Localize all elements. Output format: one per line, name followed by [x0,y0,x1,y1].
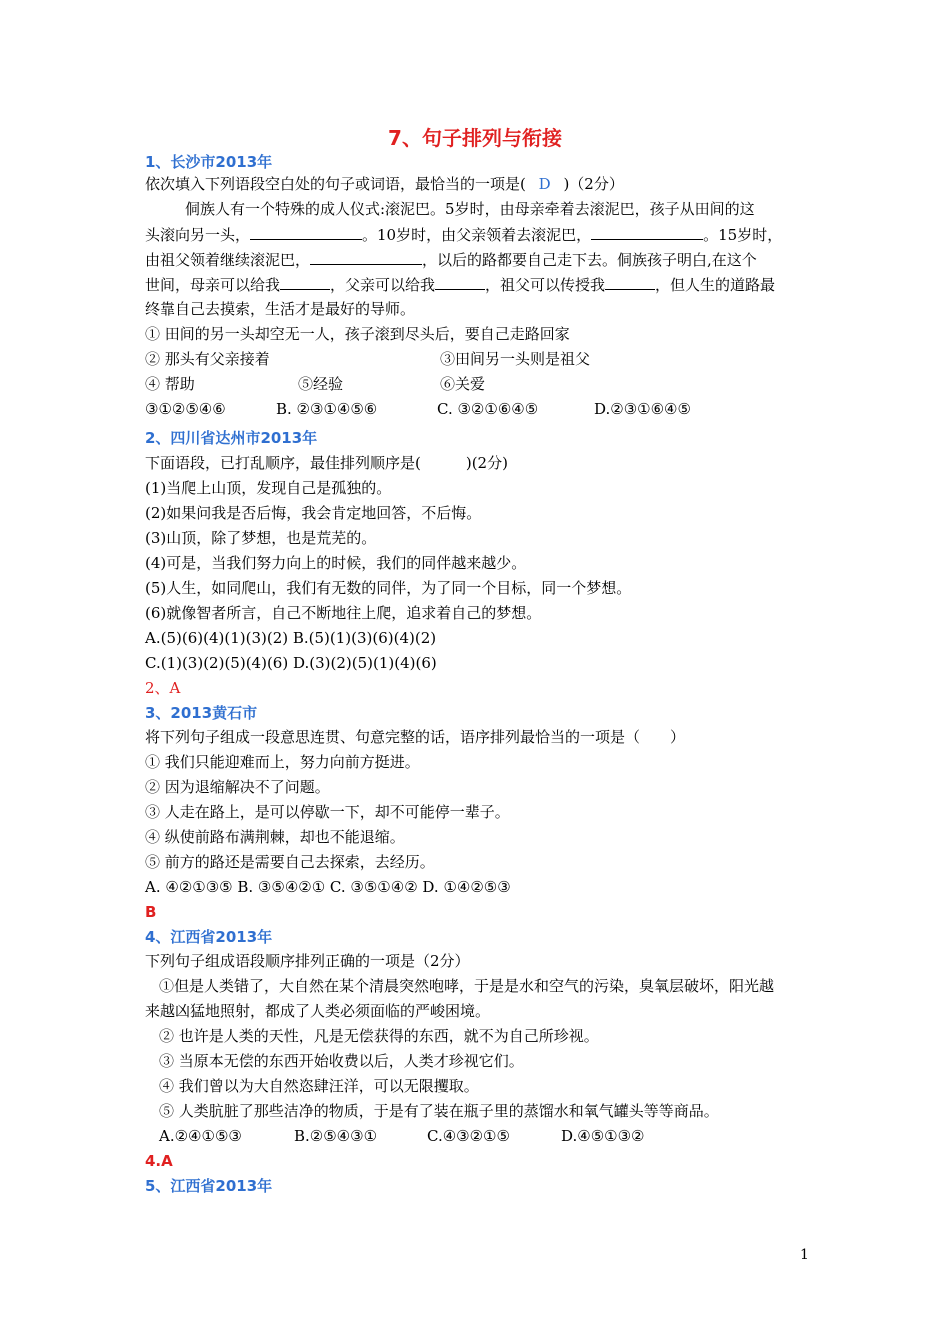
q4-choice-c: C.④③②①⑤ [427,1127,510,1145]
q3-sentence-3: ③ 人走在路上，是可以停歇一下，却不可能停一辈子。 [145,803,510,821]
q2-stem: 下面语段，已打乱顺序，最佳排列顺序是( )(2分) [145,454,508,472]
q1-answer: D [538,175,551,193]
q3-answer: B [145,903,157,921]
blank-6 [605,274,655,290]
q2-sentence-2: (2)如果问我是否后悔，我会肯定地回答，不后悔。 [145,504,482,522]
q4-choice-b: B.②⑤④③① [294,1127,378,1145]
q1-choice-c: C. ③②①⑥④⑤ [437,400,539,418]
q1-passage-line-5: 终靠自己去摸索，生活才是最好的导师。 [145,300,416,318]
q5-heading: 5、江西省2013年 [145,1177,273,1195]
q4-choice-a: A.②④①⑤③ [159,1127,242,1145]
q2-sentence-4: (4)可是，当我们努力向上的时候，我们的同伴越来越少。 [145,554,527,572]
q3-sentence-1: ① 我们只能迎难而上，努力向前方挺进。 [145,753,420,771]
q2-sentence-1: (1)当爬上山顶，发现自己是孤独的。 [145,479,392,497]
q1-passage-line-2: 头滚向另一头， 。10岁时，由父亲领着去滚泥巴， 。15岁时， [145,226,783,244]
q1-option-2: ② 那头有父亲接着 [145,350,270,368]
q4-heading: 4、江西省2013年 [145,928,273,946]
q1-option-4: ④ 帮助 [145,375,195,393]
blank-3 [310,249,422,265]
q2-choices-ab: A.(5)(6)(4)(1)(3)(2) B.(5)(1)(3)(6)(4)(2) [145,629,437,647]
q1-passage-line-3: 由祖父领着继续滚泥巴， ，以后的路都要自己走下去。侗族孩子明白,在这个 [145,251,757,269]
q1-choice-d: D.②③①⑥④⑤ [594,400,691,418]
q4-sentence-3: ③ 当原本无偿的东西开始收费以后，人类才珍视它们。 [159,1052,524,1070]
q3-choices: A. ④②①③⑤ B. ③⑤④②① C. ③⑤①④② D. ①④②⑤③ [145,878,511,896]
blank-1 [250,224,362,240]
q4-sentence-1a: ①但是人类错了，大自然在某个清晨突然咆哮，于是是水和空气的污染，臭氧层破坏，阳光越 [159,977,775,995]
q2-answer: 2、A [145,679,181,697]
q3-sentence-2: ② 因为退缩解决不了问题。 [145,778,330,796]
q2-choices-cd: C.(1)(3)(2)(5)(4)(6) D.(3)(2)(5)(1)(4)(6) [145,654,437,672]
q1-passage-line-1: 侗族人有一个特殊的成人仪式:滚泥巴。5岁时，由母亲牵着去滚泥巴，孩子从田间的这 [185,200,755,218]
q4-choice-d: D.④⑤①③② [561,1127,645,1145]
q2-sentence-5: (5)人生，如同爬山，我们有无数的同伴，为了同一个目标，同一个梦想。 [145,579,632,597]
page-number: 1 [800,1247,809,1263]
blank-2 [591,224,703,240]
q1-option-6: ⑥关爱 [440,375,486,393]
q1-option-1: ① 田间的另一头却空无一人，孩子滚到尽头后，要自己走路回家 [145,325,570,343]
blank-5 [435,274,485,290]
q2-sentence-6: (6)就像智者所言，自己不断地往上爬，追求着自己的梦想。 [145,604,542,622]
q3-stem: 将下列句子组成一段意思连贯、句意完整的话，语序排列最恰当的一项是（ ） [145,728,686,746]
q4-stem: 下列句子组成语段顺序排列正确的一项是（2分） [145,952,470,970]
blank-4 [280,274,330,290]
q1-option-3: ③田间另一头则是祖父 [440,350,591,368]
q1-passage-line-4: 世间，母亲可以给我 ，父亲可以给我 ，祖父可以传授我 ，但人生的道路最 [145,276,776,294]
q1-choice-a: ③①②⑤④⑥ [145,400,226,418]
q3-sentence-4: ④ 纵使前路布满荆棘，却也不能退缩。 [145,828,405,846]
page-title: 7、句子排列与衔接 [388,126,562,150]
q4-answer: 4.A [145,1152,173,1170]
q4-sentence-1b: 来越凶猛地照射，都成了人类必须面临的严峻困境。 [145,1002,491,1020]
q3-sentence-5: ⑤ 前方的路还是需要自己去探索，去经历。 [145,853,435,871]
q2-sentence-3: (3)山顶，除了梦想，也是荒芜的。 [145,529,377,547]
q1-stem: 依次填入下列语段空白处的句子或词语，最恰当的一项是( D )（2分） [145,175,624,193]
q1-choice-b: B. ②③①④⑤⑥ [276,400,378,418]
q3-heading: 3、2013黄石市 [145,704,258,722]
q4-sentence-4: ④ 我们曾以为大自然恣肆汪洋，可以无限攫取。 [159,1077,479,1095]
q1-option-5: ⑤经验 [298,375,344,393]
q1-heading: 1、长沙市2013年 [145,153,273,171]
q2-heading: 2、四川省达州市2013年 [145,429,318,447]
q4-sentence-2: ② 也许是人类的天性，凡是无偿获得的东西，就不为自己所珍视。 [159,1027,599,1045]
q4-sentence-5: ⑤ 人类肮脏了那些洁净的物质，于是有了装在瓶子里的蒸馏水和氧气罐头等等商品。 [159,1102,719,1120]
